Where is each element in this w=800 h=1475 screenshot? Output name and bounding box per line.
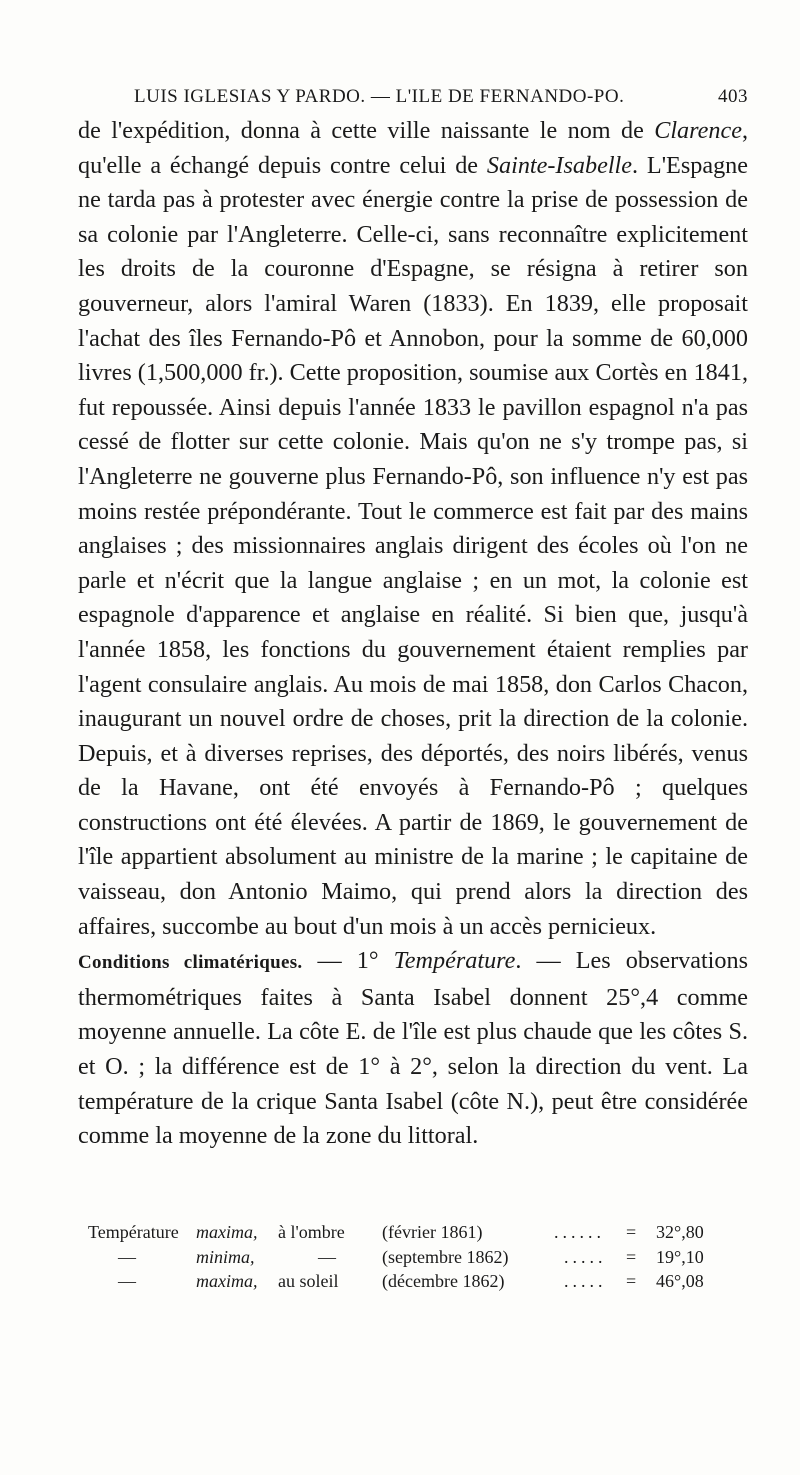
row-kind: maxima,	[196, 1271, 258, 1291]
row-kind: minima,	[196, 1246, 255, 1267]
table-row	[78, 1220, 748, 1245]
running-header	[78, 86, 748, 116]
italic-temperature: Température	[393, 947, 516, 975]
row-when: (février 1861)	[382, 1222, 483, 1242]
running-title: LUIS IGLESIAS Y PARDO. — L'ILE DE FERNANDO-PO.	[134, 86, 625, 107]
row-where: à l'ombre	[278, 1222, 345, 1242]
section-heading: Conditions climatériques.	[78, 952, 303, 974]
row-equals: =	[626, 1246, 637, 1267]
row-label: —	[118, 1246, 136, 1267]
row-leader-dots: .....	[564, 1271, 607, 1291]
italic-sainte-isabelle: Sainte-Isabelle	[486, 151, 632, 179]
text-run: — 1°	[302, 947, 394, 975]
row-equals: =	[626, 1271, 637, 1291]
row-where: au soleil	[278, 1271, 339, 1291]
paragraph-climate	[78, 944, 748, 1154]
row-leader-dots: ......	[554, 1222, 605, 1242]
table-row	[78, 1269, 748, 1294]
row-equals: =	[626, 1222, 637, 1242]
row-when: (décembre 1862)	[382, 1271, 505, 1291]
row-where: —	[318, 1246, 336, 1267]
row-label: Température	[88, 1222, 179, 1242]
page-number: 403	[718, 86, 748, 107]
text-run: de l'expédition, donna à cette ville naissante le nom de	[78, 117, 655, 144]
paragraph-history	[78, 114, 748, 944]
italic-clarence: Clarence	[654, 117, 742, 144]
table-row	[78, 1245, 748, 1270]
text-run: . — Les observations thermométriques faites à Santa Isabel donnent 25°,4 comme moyenne annuelle. La côte E. de l'île est plus chaude que les côtes S. et O. ; la différence est de 1° à 2°, selon la direction du vent. La température de la crique Santa Isabel (côte N.), peut être considérée comme la moyenne de la zone du littoral.	[78, 947, 748, 1150]
row-when: (septembre 1862)	[382, 1246, 509, 1267]
row-leader-dots: .....	[564, 1246, 607, 1267]
row-value: 19°,10	[656, 1246, 704, 1267]
row-value: 32°,80	[656, 1222, 704, 1242]
row-value: 46°,08	[656, 1271, 704, 1291]
temperature-table	[78, 1220, 748, 1294]
row-kind: maxima,	[196, 1222, 258, 1242]
body-text	[78, 114, 748, 1154]
text-run: . L'Espagne ne tarda pas à protester avec énergie contre la prise de possession de sa colonie par l'Angleterre. Celle-ci, sans reconnaître explicitement les droits de la couronne d'Espagne, se résigna à retirer son gouverneur, alors l'amiral Waren (1833). En 1839, elle proposait l'achat des îles Fernando-Pô et Annobon, pour la somme de 60,000 livres (1,500,000 fr.). Cette proposition, soumise aux Cortès en 1841, fut repoussée. Ainsi depuis l'année 1833 le pavillon espagnol n'a pas cessé de flotter sur cette colonie. Mais qu'on ne s'y trompe pas, si l'Angleterre ne gouverne plus Fernando-Pô, son influence n'y est pas moins restée prépondérante. Tout le commerce est fait par des mains anglaises ; des missionnaires anglais dirigent des écoles où l'on ne parle et n'écrit que la langue anglaise ; en un mot, la colonie est espagnole d'apparence et anglaise en réalité. Si bien que, jusqu'à l'année 1858, les fonctions du gouvernement étaient remplies par l'agent consulaire anglais. Au mois de mai 1858, don Carlos Chacon, inaugurant un nouvel ordre de choses, prit la direction de la colonie. Depuis, et à diverses reprises, des déportés, des noirs libérés, venus de la Havane, ont été envoyés à Fernando-Pô ; quelques constructions ont été élevées. A partir de 1869, le gouvernement de l'île appartient absolument au ministre de la marine ; le capitaine de vaisseau, don Antonio Maimo, qui prend alors la direction des affaires, succombe au bout d'un mois à un accès pernicieux.	[78, 151, 748, 940]
text-run: , qu'elle a échangé depuis contre celui de	[78, 117, 748, 179]
row-label: —	[118, 1271, 136, 1291]
